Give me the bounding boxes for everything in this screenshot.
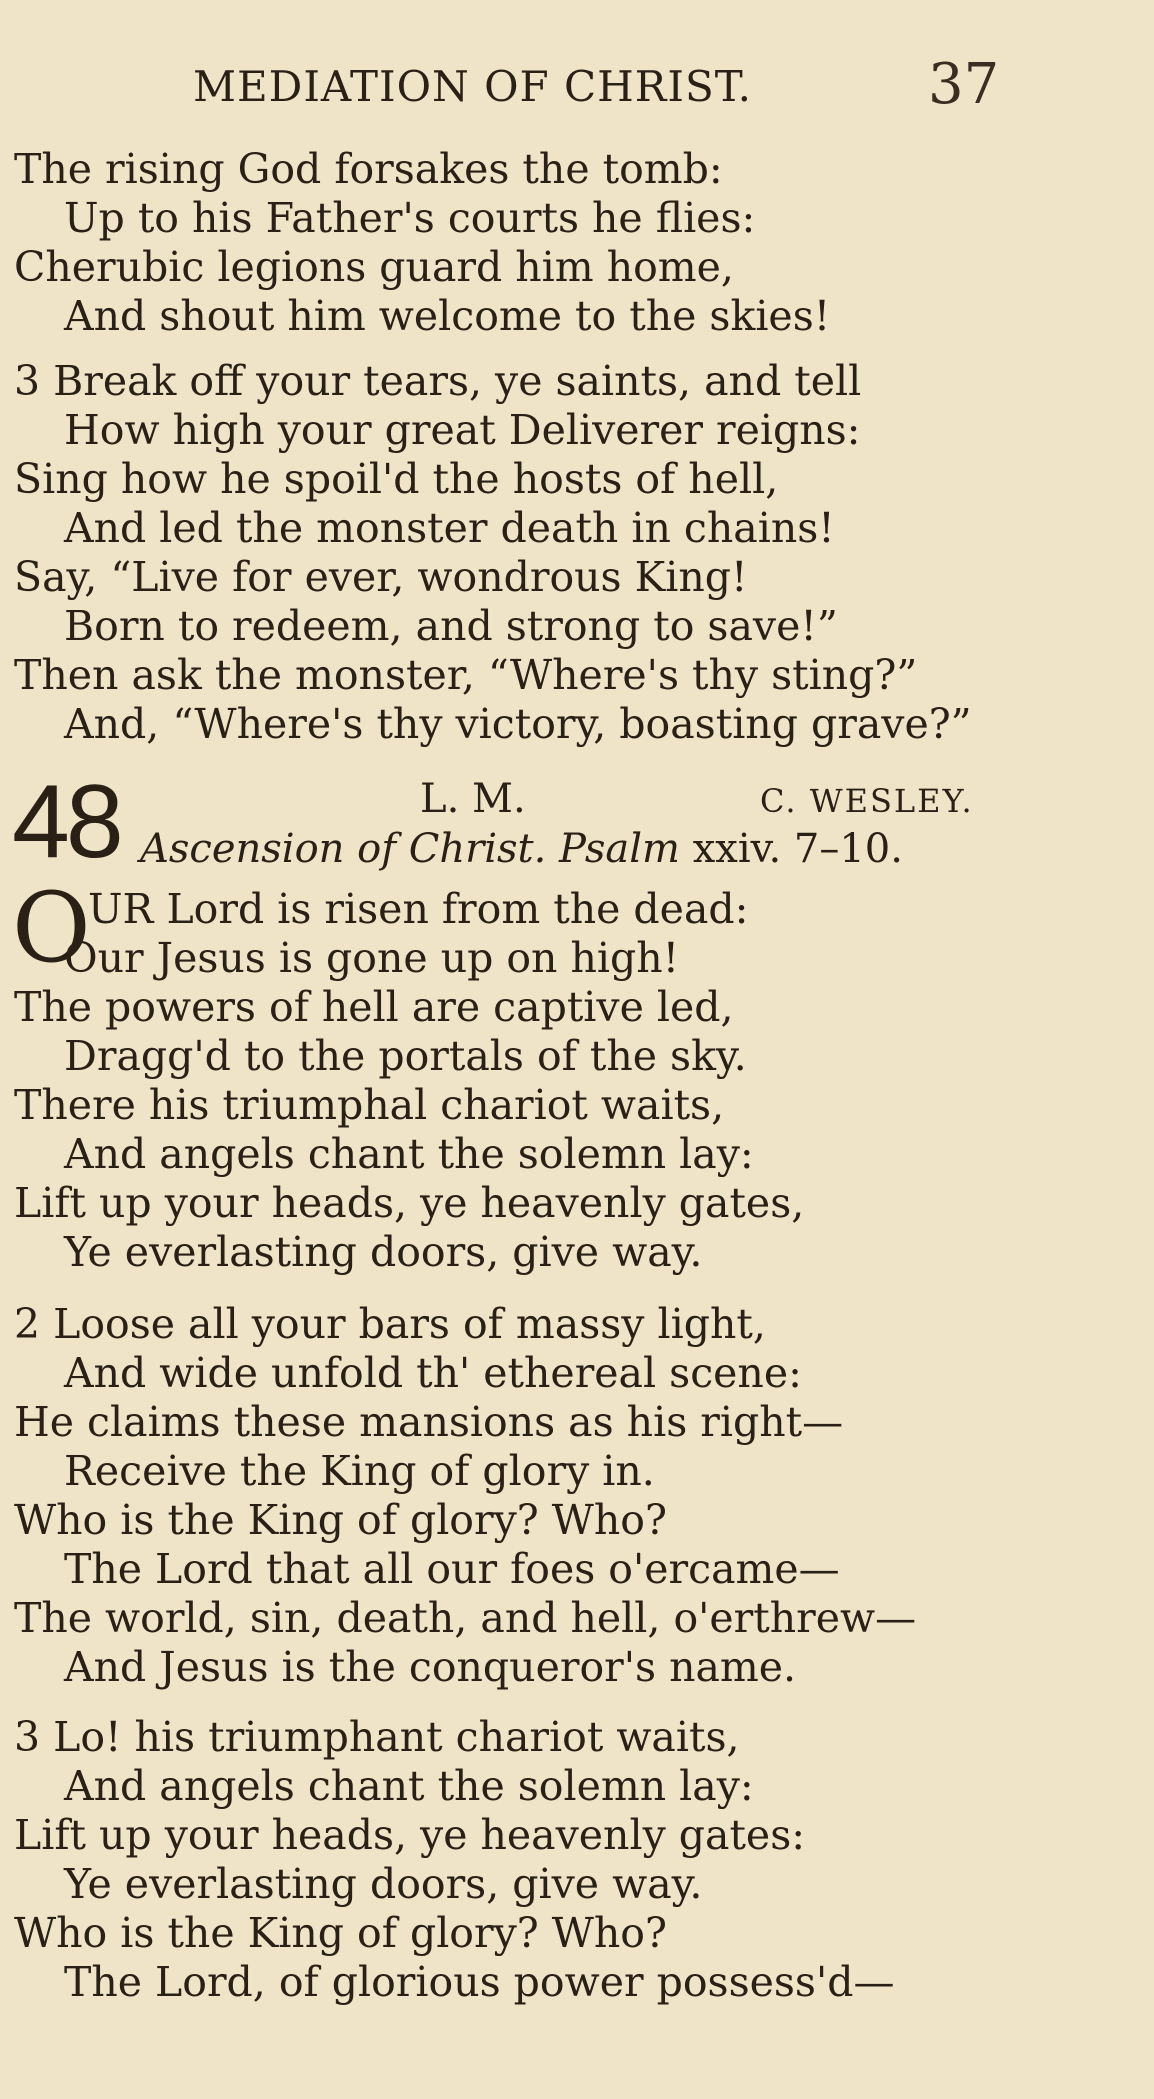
verse-line: And angels chant the solemn lay: [64, 1130, 754, 1178]
verse-line: 3 Break off your tears, ye saints, and tell [14, 357, 862, 405]
verse-line: He claims these mansions as his right— [14, 1398, 844, 1446]
subtitle-italic: Ascension of Christ. Psalm [140, 826, 680, 872]
verse-line: How high your great Deliverer reigns: [64, 406, 861, 454]
verse-line: Our Jesus is gone up on high! [64, 934, 680, 982]
hymn-meter: L. M. [420, 776, 526, 822]
verse-line: Sing how he spoil'd the hosts of hell, [14, 455, 779, 503]
verse-line: And led the monster death in chains! [64, 504, 835, 552]
verse-line: The Lord that all our foes o'ercame— [64, 1545, 840, 1593]
verse-line: The rising God forsakes the tomb: [14, 145, 723, 193]
verse-line: The world, sin, death, and hell, o'erthrew— [14, 1594, 917, 1642]
verse-line: And, “Where's thy victory, boasting grave?” [64, 700, 972, 748]
verse-line: Lift up your heads, ye heavenly gates: [14, 1811, 806, 1859]
verse-line: Lift up your heads, ye heavenly gates, [14, 1179, 805, 1227]
verse-line: Up to his Father's courts he flies: [64, 194, 756, 242]
drop-cap: O [12, 872, 91, 984]
verse-line: Ye everlasting doors, give way. [64, 1228, 703, 1276]
verse-line: 2 Loose all your bars of massy light, [14, 1300, 766, 1348]
page-number: 37 [928, 52, 1000, 117]
hymn-number: 48 [12, 764, 120, 880]
verse-line: Who is the King of glory? Who? [14, 1496, 667, 1544]
verse-line: 3 Lo! his triumphant chariot waits, [14, 1713, 740, 1761]
verse-line: Then ask the monster, “Where's thy sting?” [14, 651, 918, 699]
verse-line: There his triumphal chariot waits, [14, 1081, 725, 1129]
verse-line: Born to redeem, and strong to save!” [64, 602, 838, 650]
running-title: MEDIATION OF CHRIST. [193, 62, 752, 111]
hymn-author: C. WESLEY. [760, 782, 974, 820]
verse-line: Dragg'd to the portals of the sky. [64, 1032, 747, 1080]
verse-line: And shout him welcome to the skies! [64, 292, 831, 340]
verse-line: And angels chant the solemn lay: [64, 1762, 754, 1810]
verse-line: Receive the King of glory in. [64, 1447, 655, 1495]
hymn-subtitle [140, 826, 903, 872]
verse-line: Cherubic legions guard him home, [14, 243, 734, 291]
verse-line: UR Lord is risen from the dead: [88, 885, 749, 933]
verse-line: And Jesus is the conqueror's name. [64, 1643, 797, 1691]
verse-line: Who is the King of glory? Who? [14, 1909, 667, 1957]
verse-line: Ye everlasting doors, give way. [64, 1860, 703, 1908]
verse-line: Say, “Live for ever, wondrous King! [14, 553, 748, 601]
subtitle-reference: xxiv. 7–10. [692, 826, 903, 872]
verse-line: The Lord, of glorious power possess'd— [64, 1958, 895, 2006]
verse-line: And wide unfold th' ethereal scene: [64, 1349, 802, 1397]
verse-line: The powers of hell are captive led, [14, 983, 734, 1031]
